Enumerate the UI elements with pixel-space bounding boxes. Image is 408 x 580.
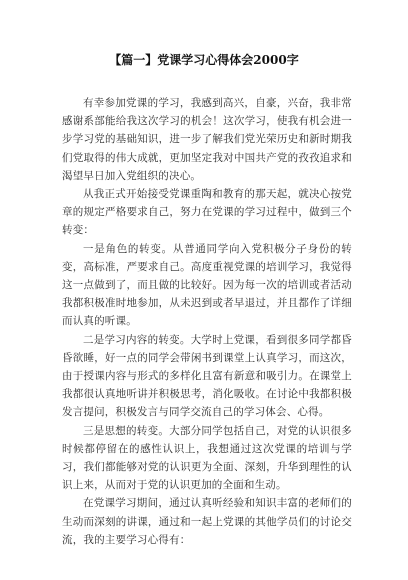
paragraph-content-change: 二是学习内容的转变。大学时上党课，看到很多同学都昏昏欲睡，好一点的同学会带闲书到课堂上认真学习，而这次，由于授课内容与形式的多样化且富有新意和吸引力。在课堂上我都很认真地听讲并积极思考，消化吸收。在讨论中我都积极发言提问，积极发言与同学交流自己的学习体会、心得。	[62, 333, 352, 419]
document-body	[62, 94, 352, 549]
paragraph-intro: 有幸参加党课的学习，我感到高兴，自豪，兴奋，我非常感谢系部能给我这次学习的机会！这次学习，使我有机会进一步学习党的基础知识，进一步了解我们党光荣历史和新时期我们党取得的伟大成就，更加坚定我对中国共产党的孜孜追求和渴望早日加入党组织的决心。	[62, 97, 352, 182]
document-title: 【篇一】党课学习心得体会2000字	[109, 53, 299, 67]
paragraph-resolution: 从我正式开始接受党课重陶和教育的那天起，就决心按党章的规定严格要求自己，努力在党课的学习过程中，做到三个转变：	[62, 188, 352, 237]
paragraph-role-change: 一是角色的转变。从普通同学向入党积极分子身份的转变，高标准，严要求自己。高度重视党课的培训学习，我觉得这一点做到了，而且做的比较好。因为每一次的培训或者活动我都积极准时地参加，从未迟到或者早退过，并且都作了详细而认真的听课。	[62, 242, 352, 328]
paragraph-thinking-change: 三是思想的转变。大部分同学包括自己，对党的认识很多时候都停留在的感性认识上，我想通过这次党课的培训与学习，我们都能够对党的认识更为全面、深刻，升华到理性的认识上来，从而对于党的认识更加的全面和生动。	[62, 424, 352, 492]
paragraph-study-gains: 在党课学习期间，通过认真听经验和知识丰富的老师们的生动而深刻的讲课，通过和一起上党课的其他学员们的讨论交流，我的主要学习心得有：	[62, 497, 352, 546]
